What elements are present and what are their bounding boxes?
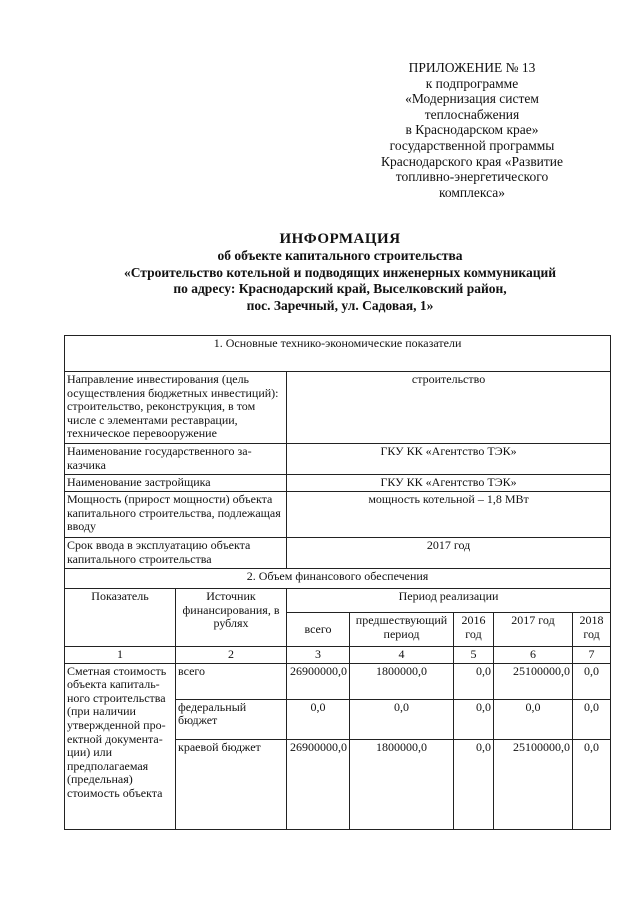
appendix-line: государственной программы	[389, 137, 555, 153]
source-cell: всего	[176, 663, 287, 699]
table-header-row	[65, 589, 611, 613]
value-previous: 1800000,0	[350, 663, 454, 699]
row-value: ГКУ КК «Агентство ТЭК»	[287, 444, 611, 475]
header-total: всего	[287, 613, 350, 647]
value-2018: 0,0	[573, 739, 611, 829]
section-2-title: 2. Объем финансового обеспечения	[65, 569, 611, 589]
value-2018: 0,0	[573, 663, 611, 699]
header-indicator: Показатель	[65, 589, 176, 647]
value-2016: 0,0	[454, 739, 494, 829]
table-row	[65, 475, 611, 492]
appendix-line: теплоснабжения	[424, 106, 520, 122]
appendix-line: комплекса»	[439, 184, 505, 200]
value-previous: 1800000,0	[350, 739, 454, 829]
heading-line: об объекте капитального строительства	[217, 248, 463, 263]
value-total: 26900000,0	[287, 739, 350, 829]
section-2-header	[65, 569, 611, 589]
value-2017: 25100000,0	[494, 739, 573, 829]
appendix-line: «Модернизация систем	[405, 91, 539, 107]
table-row	[65, 663, 611, 699]
appendix-block	[368, 60, 576, 200]
row-label: Наименование застройщика	[65, 475, 287, 492]
section-1-header	[65, 336, 611, 372]
appendix-line: ПРИЛОЖЕНИЕ № 13	[408, 60, 536, 75]
header-previous: предшествующий период	[350, 613, 454, 647]
column-number: 4	[350, 647, 454, 664]
header-2016: 2016 год	[454, 613, 494, 647]
column-number: 5	[454, 647, 494, 664]
row-label: Наименование государственного заказчика	[65, 444, 287, 475]
row-label: Срок ввода в эксплуатацию объекта капитального строительства	[65, 538, 287, 569]
heading-line: по адресу: Краснодарский край, Выселковский район,	[173, 281, 507, 296]
value-total: 26900000,0	[287, 663, 350, 699]
source-cell: федеральный бюджет	[176, 699, 287, 739]
column-number: 3	[287, 647, 350, 664]
info-table	[64, 335, 611, 830]
section-1-title: 1. Основные технико-экономические показатели	[65, 336, 611, 372]
value-total: 0,0	[287, 699, 350, 739]
row-label: Мощность (прирост мощности) объекта капитального строительства, подлежащая вводу	[65, 492, 287, 538]
heading-line: пос. Заречный, ул. Садовая, 1»	[246, 297, 434, 313]
table-row	[65, 538, 611, 569]
document-title: ИНФОРМАЦИЯ	[279, 231, 401, 247]
table-row	[65, 492, 611, 538]
value-2018: 0,0	[573, 699, 611, 739]
column-number: 6	[494, 647, 573, 664]
column-number: 7	[573, 647, 611, 664]
column-numbers-row	[65, 647, 611, 664]
indicator-label: Сметная стоимость объекта капитального строительства (при наличии утвержденной проектной документации) или предполагаемая (предельная) стоимость объекта	[65, 663, 176, 829]
value-previous: 0,0	[350, 699, 454, 739]
row-value: строительство	[287, 372, 611, 444]
row-value: мощность котельной – 1,8 МВт	[287, 492, 611, 538]
table-row	[65, 372, 611, 444]
row-label: Направление инвестирования (цель осуществления бюджетных инвестиций): строительство, реконструкция, в том числе с элементами реставрации, техническое перевооружение	[65, 372, 287, 444]
value-2016: 0,0	[454, 663, 494, 699]
value-2017: 0,0	[494, 699, 573, 739]
appendix-line: в Краснодарском крае»	[405, 122, 539, 138]
row-value: ГКУ КК «Агентство ТЭК»	[287, 475, 611, 492]
table-row	[65, 444, 611, 475]
column-number: 1	[65, 647, 176, 664]
header-2017: 2017 год	[494, 613, 573, 647]
appendix-line: топливно-энергетического	[395, 169, 549, 185]
value-2017: 25100000,0	[494, 663, 573, 699]
header-2018: 2018 год	[573, 613, 611, 647]
appendix-line: Краснодарского края «Развитие	[380, 153, 564, 169]
header-source: Источник финансирования, в рублях	[176, 589, 287, 647]
column-number: 2	[176, 647, 287, 664]
document-heading	[60, 230, 620, 314]
row-value: 2017 год	[287, 538, 611, 569]
heading-line: «Строительство котельной и подводящих инженерных коммуникаций	[123, 264, 557, 280]
value-2016: 0,0	[454, 699, 494, 739]
header-period: Период реализации	[287, 589, 611, 613]
appendix-line: к подпрограмме	[425, 75, 519, 91]
source-cell: краевой бюджет	[176, 739, 287, 829]
